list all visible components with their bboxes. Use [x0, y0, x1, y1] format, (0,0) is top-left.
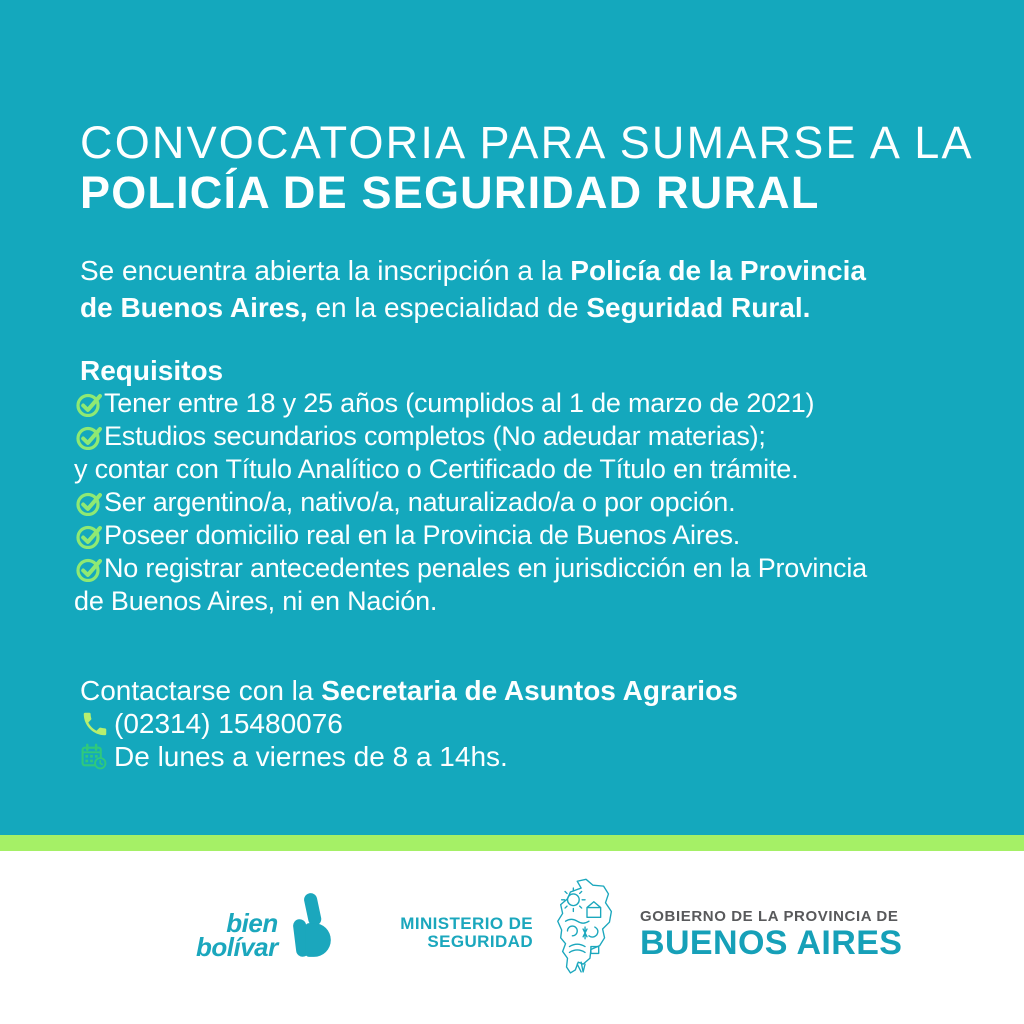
list-item-text: Estudios secundarios completos (No adeudar materias); — [104, 421, 766, 451]
list-item — [76, 387, 994, 420]
check-circle-icon — [76, 556, 102, 582]
intro-bold2: de Buenos Aires, — [80, 292, 308, 323]
ministerio-line1: MINISTERIO DE — [400, 914, 533, 933]
headline-line2: POLICÍA DE SEGURIDAD RURAL — [80, 167, 820, 218]
contact-hours-text: De lunes a viernes de 8 a 14hs. — [114, 740, 508, 772]
list-item — [76, 420, 994, 453]
bien-bolivar-logo — [196, 893, 340, 962]
buenos-aires-label: BUENOS AIRES — [640, 924, 903, 962]
lime-divider-bar — [0, 835, 1024, 851]
intro-bold3: Seguridad Rural. — [586, 292, 811, 323]
ministerio-line2: SEGURIDAD — [427, 932, 533, 951]
intro-bold1: Policía de la Provincia — [570, 255, 866, 286]
contact-phone-number: (02314) 15480076 — [114, 707, 343, 739]
check-circle-icon — [76, 424, 102, 450]
calendar-clock-icon — [80, 743, 114, 770]
contact-phone-row — [80, 707, 994, 740]
contact-hours-row — [80, 740, 994, 773]
list-item-continuation — [74, 585, 994, 618]
list-item-text: Poseer domicilio real en la Provincia de Buenos Aires. — [104, 520, 741, 550]
phone-icon — [80, 709, 114, 739]
check-circle-icon — [76, 391, 102, 417]
contact-prefix: Contactarse con la — [80, 675, 322, 706]
list-item-continuation — [74, 453, 994, 486]
check-circle-icon — [76, 490, 102, 516]
bien-bolivar-wordmark — [196, 907, 278, 962]
check-circle-icon — [76, 523, 102, 549]
headline-line1: CONVOCATORIA PARA SUMARSE A LA — [80, 117, 974, 168]
list-item-text: de Buenos Aires, ni en Nación. — [74, 586, 438, 616]
contact-section — [80, 674, 994, 773]
footer-logos — [0, 851, 1024, 1024]
requisitos-title: Requisitos — [80, 355, 224, 386]
list-item-text: No registrar antecedentes penales en jurisdicción en la Provincia — [104, 553, 867, 583]
list-item — [76, 486, 994, 519]
list-item-text: Ser argentino/a, nativo/a, naturalizado/a o por opción. — [104, 487, 736, 517]
bien-line1: bien — [226, 907, 278, 938]
thumbs-up-b-icon — [282, 893, 340, 962]
buenos-aires-province-doodle — [548, 877, 626, 988]
contact-intro — [80, 674, 994, 707]
contact-entity: Secretaria de Asuntos Agrarios — [321, 675, 738, 706]
list-item-text: Tener entre 18 y 25 años (cumplidos al 1 de marzo de 2021) — [104, 388, 815, 418]
list-item-text: y contar con Título Analítico o Certificado de Título en trámite. — [74, 454, 799, 484]
requisitos-list — [74, 387, 994, 618]
intro-normal1: Se encuentra abierta la inscripción a la — [80, 255, 571, 286]
bien-line2: bolívar — [196, 931, 278, 962]
page-title — [80, 118, 994, 218]
intro-normal2: en la especialidad de — [307, 292, 587, 323]
intro-paragraph — [80, 252, 994, 326]
list-item — [76, 552, 994, 585]
list-item — [76, 519, 994, 552]
ministerio-seguridad-logo — [400, 915, 533, 951]
gobierno-label: GOBIERNO DE LA PROVINCIA DE — [640, 908, 899, 925]
gobierno-provincia-logo — [640, 909, 902, 961]
